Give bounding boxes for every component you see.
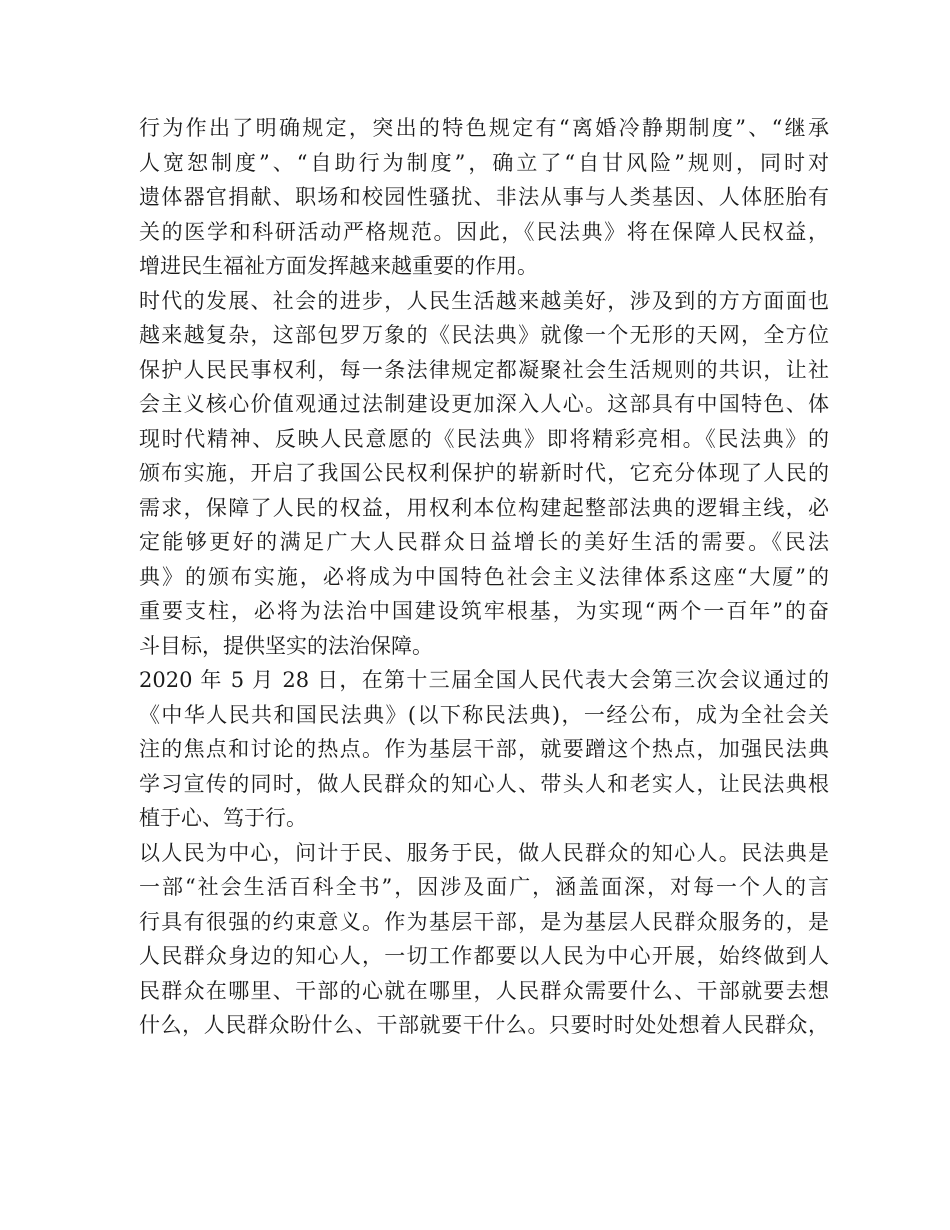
text-line: 注的焦点和讨论的热点。作为基层干部，就要蹭这个热点，加强民法典: [139, 737, 829, 761]
text-line: 2020 年 5 月 28 日，在第十三届全国人民代表大会第三次会议通过的: [139, 668, 829, 692]
text-line: 关的医学和科研活动严格规范。因此，《民法典》将在保障人民权益，: [139, 219, 829, 244]
paragraph-1: [139, 111, 829, 284]
text-line: 行为作出了明确规定，突出的特色规定有“离婚冷静期制度”、“继承: [139, 116, 829, 140]
text-line: 典》的颁布实施，必将成为中国特色社会主义法律体系这座“大厦”的: [139, 564, 829, 589]
text-line: 越来越复杂，这部包罗万象的《民法典》就像一个无形的天网，全方位: [139, 323, 829, 347]
text-line: 植于心、笃于行。: [139, 806, 307, 830]
paragraph-3: [139, 663, 829, 836]
paragraph-4: [139, 836, 829, 1043]
text-line: 定能够更好的满足广大人民群众日益增长的美好生活的需要。《民法: [139, 530, 829, 554]
body-text: [139, 111, 829, 1043]
text-line: 民群众在哪里、干部的心就在哪里，人民群众需要什么、干部就要去想: [139, 978, 829, 1003]
text-line: 《中华人民共和国民法典》(以下称民法典)，一经公布，成为全社会关: [139, 702, 829, 727]
text-line: 斗目标，提供坚实的法治保障。: [139, 633, 433, 658]
text-line: 什么，人民群众盼什么、干部就要干什么。只要时时处处想着人民群众，: [139, 1013, 829, 1037]
text-line: 人宽恕制度”、“自助行为制度”，确立了“自甘风险”规则，同时对: [139, 150, 829, 175]
text-line: 增进民生福祉方面发挥越来越重要的作用。: [139, 254, 538, 278]
text-line: 现时代精神、反映人民意愿的《民法典》即将精彩亮相。《民法典》的: [139, 426, 829, 451]
text-line: 学习宣传的同时，做人民群众的知心人、带头人和老实人，让民法典根: [139, 771, 829, 796]
text-line: 保护人民民事权利，每一条法律规定都凝聚社会生活规则的共识，让社: [139, 357, 829, 382]
text-line: 人民群众身边的知心人，一切工作都要以人民为中心开展，始终做到人: [139, 944, 829, 968]
text-line: 遗体器官捐献、职场和校园性骚扰、非法从事与人类基因、人体胚胎有: [139, 185, 829, 209]
text-line: 需求，保障了人民的权益，用权利本位构建起整部法典的逻辑主线，必: [139, 495, 829, 520]
text-line: 行具有很强的约束意义。作为基层干部，是为基层人民群众服务的，是: [139, 909, 829, 934]
text-line: 重要支柱，必将为法治中国建设筑牢根基，为实现“两个一百年”的奋: [139, 599, 829, 623]
text-line: 颁布实施，开启了我国公民权利保护的崭新时代，它充分体现了人民的: [139, 461, 829, 485]
text-line: 以人民为中心，问计于民、服务于民，做人民群众的知心人。民法典是: [139, 840, 829, 865]
text-line: 一部“社会生活百科全书”，因涉及面广，涵盖面深，对每一个人的言: [139, 875, 829, 899]
text-line: 会主义核心价值观通过法制建设更加深入人心。这部具有中国特色、体: [139, 392, 829, 416]
paragraph-2: [139, 284, 829, 664]
text-line: 时代的发展、社会的进步，人民生活越来越美好，涉及到的方方面面也: [139, 288, 829, 313]
